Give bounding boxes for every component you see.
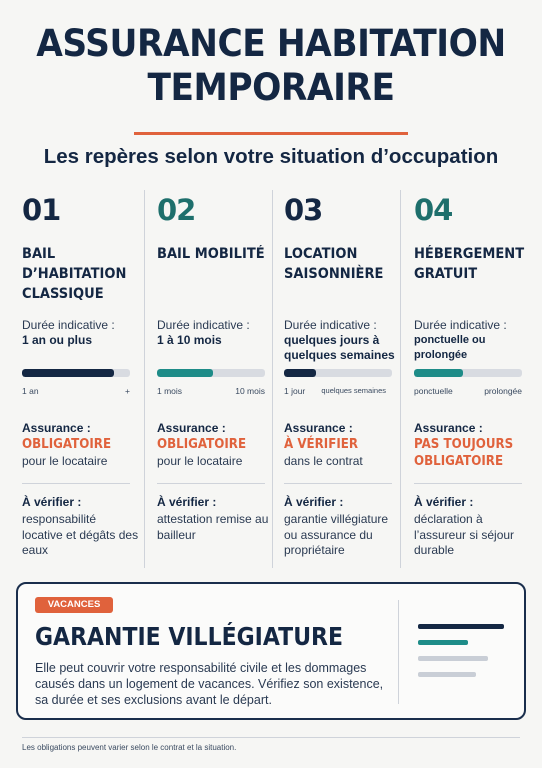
- insurance-status: À VÉRIFIER: [284, 436, 359, 452]
- scale-min-label: 1 mois: [157, 386, 183, 396]
- duration-label: Durée indicative :: [157, 318, 250, 332]
- duration-label: Durée indicative :: [414, 318, 507, 332]
- vacances-badge: VACANCES: [35, 597, 113, 613]
- column-number: 03: [284, 193, 323, 227]
- column-number: 04: [414, 193, 453, 227]
- column-number: 01: [22, 193, 61, 227]
- column-divider: [144, 190, 145, 568]
- column-bail-mobilite: [157, 188, 279, 568]
- title-underline: [134, 132, 408, 135]
- column-divider: [272, 190, 273, 568]
- insurance-note: dans le contrat: [284, 454, 363, 468]
- situation-columns: [0, 188, 542, 568]
- scale-min-label: 1 an: [22, 386, 39, 396]
- column-hebergement-gratuit: [414, 188, 536, 568]
- duration-value: 1 à 10 mois: [157, 333, 222, 347]
- scale-min-label: ponctuelle: [414, 386, 453, 396]
- duration-bar-fill: [22, 369, 114, 377]
- decorative-line: [418, 656, 488, 661]
- callout-text: Elle peut couvrir votre responsabilité civile et les dommages causés dans un logement de vacances. Vérifiez son existence, sa durée et ses exclusions avant le départ.: [35, 661, 384, 707]
- footer-divider: [22, 737, 520, 738]
- page-subtitle: Les repères selon votre situation d’occupation: [43, 145, 499, 168]
- insurance-label: Assurance :: [414, 421, 483, 435]
- scale-max-label: 10 mois: [235, 386, 265, 396]
- column-type: HÉBERGEMENT GRATUIT: [414, 246, 525, 282]
- villegiature-callout: [16, 582, 526, 720]
- column-separator: [22, 483, 130, 484]
- duration-bar: [414, 369, 522, 377]
- column-location-saisonniere: [284, 188, 406, 568]
- column-type: BAIL D’HABITATION CLASSIQUE: [22, 246, 127, 302]
- column-number: 02: [157, 193, 196, 227]
- duration-value: ponctuelle ou prolongée: [414, 334, 486, 361]
- scale-max-label: quelques semaines: [321, 386, 386, 395]
- check-text: déclaration à l’assureur si séjour durable: [414, 512, 515, 557]
- duration-label: Durée indicative :: [284, 318, 377, 332]
- column-divider: [400, 190, 401, 568]
- decorative-line: [418, 640, 468, 645]
- insurance-label: Assurance :: [22, 421, 91, 435]
- check-label: À vérifier :: [157, 495, 217, 509]
- duration-value: quelques jours à quelques semaines: [284, 333, 395, 362]
- insurance-label: Assurance :: [284, 421, 353, 435]
- column-separator: [157, 483, 265, 484]
- scale-max-label: prolongée: [484, 386, 522, 396]
- column-separator: [284, 483, 392, 484]
- column-type: BAIL MOBILITÉ: [157, 246, 265, 262]
- insurance-status: OBLIGATOIRE: [157, 436, 247, 452]
- check-text: responsabilité locative et dégâts des eaux: [22, 512, 139, 557]
- duration-bar-fill: [414, 369, 463, 377]
- check-label: À vérifier :: [284, 495, 344, 509]
- decorative-line: [418, 624, 504, 629]
- decorative-line: [418, 672, 476, 677]
- check-label: À vérifier :: [22, 495, 82, 509]
- duration-bar: [157, 369, 265, 377]
- scale-max-label: +: [125, 386, 130, 396]
- footer-note: Les obligations peuvent varier selon le contrat et la situation.: [22, 743, 237, 752]
- scale-min-label: 1 jour: [284, 386, 306, 396]
- insurance-label: Assurance :: [157, 421, 226, 435]
- duration-bar-fill: [157, 369, 213, 377]
- callout-title: GARANTIE VILLÉGIATURE: [35, 622, 344, 651]
- callout-divider: [398, 600, 399, 704]
- duration-label: Durée indicative :: [22, 318, 115, 332]
- duration-bar: [284, 369, 392, 377]
- column-type: LOCATION SAISONNIÈRE: [284, 246, 384, 282]
- insurance-note: pour le locataire: [157, 454, 243, 468]
- check-label: À vérifier :: [414, 495, 474, 509]
- insurance-status: OBLIGATOIRE: [22, 436, 112, 452]
- column-separator: [414, 483, 522, 484]
- duration-bar-fill: [284, 369, 316, 377]
- insurance-status: PAS TOUJOURS OBLIGATOIRE: [414, 436, 514, 469]
- check-text: attestation remise au bailleur: [157, 512, 269, 542]
- duration-value: 1 an ou plus: [22, 333, 93, 347]
- duration-bar: [22, 369, 130, 377]
- insurance-note: pour le locataire: [22, 454, 108, 468]
- check-text: garantie villégiature ou assurance du propriétaire: [284, 512, 389, 557]
- page-title: ASSURANCE HABITATION TEMPORAIRE: [36, 22, 506, 109]
- column-bail-classique: [22, 188, 144, 568]
